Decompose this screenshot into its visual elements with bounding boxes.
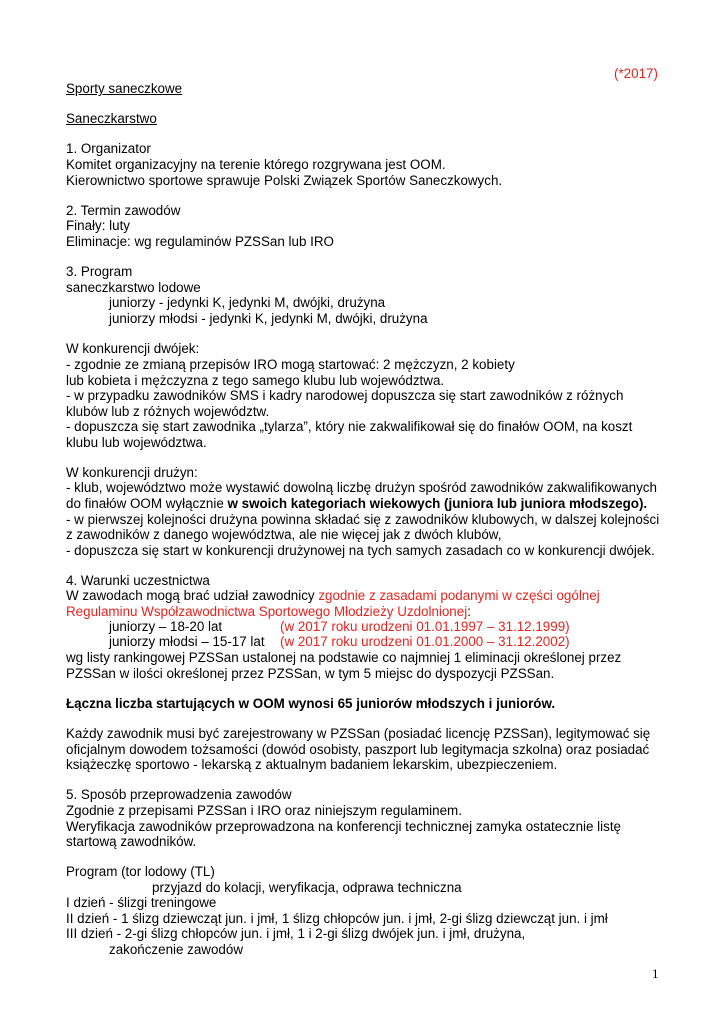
- category-juniors: juniorzy – 18-20 lat: [109, 619, 223, 634]
- section-dates-line: Finały: luty: [66, 218, 130, 233]
- conditions-text: W zawodach mogą brać udział zawodnicy: [66, 588, 319, 603]
- section-procedure-line: Weryfikacja zawodników przeprowadzona na konferencji technicznej zamyka ostatecznie listę: [66, 819, 621, 834]
- page-number: 1: [652, 966, 659, 981]
- year-note: (*2017): [614, 66, 658, 81]
- section-program-title: 3. Program: [66, 264, 133, 279]
- section-procedure-line: Zgodnie z przepisami PZSSan i IRO oraz niniejszym regulaminem.: [66, 803, 462, 818]
- section-dates-title: 2. Termin zawodów: [66, 203, 181, 218]
- doubles-line: - dopuszcza się start zawodnika „tylarza”, który nie zakwalifikował się do finałów OOM, na koszt: [66, 419, 633, 434]
- teams-line-text: do finałów OOM wyłącznie: [66, 496, 228, 511]
- schedule-title: Program (tor lodowy (TL): [66, 864, 215, 879]
- teams-title: W konkurencji drużyn:: [66, 465, 198, 480]
- schedule-line: przyjazd do kolacji, weryfikacja, odprawa techniczna: [152, 880, 462, 895]
- schedule-line: II dzień - 1 ślizg dziewcząt jun. i jmł, 1 ślizg chłopców jun. i jmł, 2-gi ślizg dziewcząt jun. i jmł: [66, 911, 608, 926]
- document-heading: Sporty saneczkowe: [66, 81, 183, 96]
- schedule-line: zakończenie zawodów: [109, 942, 243, 957]
- document-subheading: Saneczkarstwo: [66, 111, 157, 126]
- doubles-line: klubów lub z różnych województw.: [66, 404, 270, 419]
- colon: :: [467, 604, 471, 619]
- regulation-name: Regulaminu Współzawodnictwa Sportowego Młodzieży Uzdolnionej: [66, 604, 468, 619]
- schedule-line: III dzień - 2-gi ślizg chłopców jun. i jmł, 1 i 2-gi ślizg dwójek jun. i jmł, drużyna,: [66, 926, 526, 941]
- doubles-title: W konkurencji dwójek:: [66, 341, 200, 356]
- section-program-line: saneczkarstwo lodowe: [66, 280, 201, 295]
- teams-age-categories: w swoich kategoriach wiekowych (juniora lub juniora młodszego).: [227, 496, 648, 511]
- teams-line: [66, 496, 647, 512]
- section-organizer-title: 1. Organizator: [66, 141, 151, 156]
- total-participants-text: Łączna liczba startujących w OOM wynosi 65 juniorów młodszych i juniorów.: [66, 696, 556, 711]
- section-procedure-title: 5. Sposób przeprowadzenia zawodów: [66, 787, 292, 802]
- schedule-line: I dzień - ślizgi treningowe: [66, 895, 217, 910]
- section-conditions-line: PZSSan w ilości określonej przez PZSSan, w tym 5 miejsc do dyspozycji PZSSan.: [66, 666, 555, 681]
- requirements-line: książeczkę sportowo - lekarską z aktualnym badaniem lekarskim, ubezpieczeniem.: [66, 757, 558, 772]
- teams-line: z zawodników z danego województwa, ale nie więcej jak z dwóch klubów,: [66, 527, 502, 542]
- section-program-line: juniorzy młodsi - jedynki K, jedynki M, dwójki, drużyna: [109, 311, 428, 326]
- doubles-line: - zgodnie ze zmianą przepisów IRO mogą startować: 2 mężczyzn, 2 kobiety: [66, 357, 515, 372]
- teams-line: - klub, województwo może wystawić dowolną liczbę drużyn spośród zawodników zakwalifikowanych: [66, 480, 657, 495]
- requirements-line: Każdy zawodnik musi być zarejestrowany w PZSSan (posiadać licencję PZSSan), legitymować się: [66, 726, 651, 741]
- doubles-line: lub kobieta i mężczyzna z tego samego klubu lub województwa.: [66, 373, 445, 388]
- total-participants: [66, 696, 555, 712]
- section-conditions-line: [66, 604, 471, 620]
- section-conditions-line: wg listy rankingowej PZSSan ustalonej na podstawie co najmniej 1 eliminacji określonej przez: [66, 650, 622, 665]
- section-conditions-line: [66, 588, 600, 604]
- category-younger-juniors: juniorzy młodsi – 15-17 lat: [109, 634, 265, 649]
- category-juniors-years: (w 2017 roku urodzeni 01.01.1997 – 31.12.1999): [280, 619, 570, 634]
- requirements-line: oficjalnym dowodem tożsamości (dowód osobisty, paszport lub legitymacja szkolna) oraz posiadać: [66, 742, 650, 757]
- doubles-line: - w przypadku zawodników SMS i kadry narodowej dopuszcza się start zawodników z różnych: [66, 388, 624, 403]
- section-organizer-line: Komitet organizacyjny na terenie którego rozgrywana jest OOM.: [66, 157, 446, 172]
- section-dates-line: Eliminacje: wg regulaminów PZSSan lub IRO: [66, 234, 334, 249]
- section-program-line: juniorzy - jedynki K, jedynki M, dwójki, drużyna: [109, 295, 386, 310]
- doubles-line: klubu lub województwa.: [66, 435, 207, 450]
- teams-line: - w pierwszej kolejności drużyna powinna składać się z zawodników klubowych, w dalszej kolejności: [66, 512, 660, 527]
- category-younger-juniors-years: (w 2017 roku urodzeni 01.01.2000 – 31.12.2002): [280, 634, 570, 649]
- section-procedure-line: startową zawodników.: [66, 834, 197, 849]
- section-organizer-line: Kierownictwo sportowe sprawuje Polski Związek Sportów Saneczkowych.: [66, 173, 503, 188]
- teams-line: - dopuszcza się start w konkurencji drużynowej na tych samych zasadach co w konkurencji dwójek.: [66, 543, 655, 558]
- conditions-reference: zgodnie z zasadami podanymi w części ogólnej: [318, 588, 600, 603]
- section-conditions-title: 4. Warunki uczestnictwa: [66, 573, 210, 588]
